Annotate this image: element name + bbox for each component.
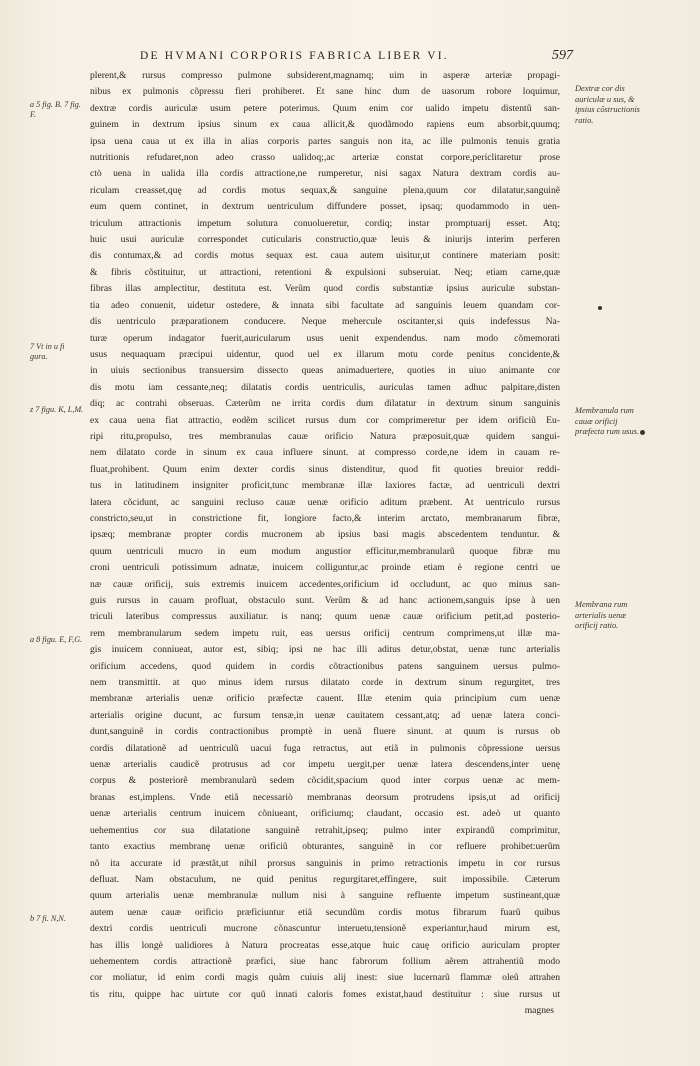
text-line: quum arterialis uenæ membranulæ nullum nisi à sanguine refluente impetum sustineant,quæ <box>90 890 560 902</box>
text-line: plerent,& rursus compresso pulmone subsiderent,magnamq; uim in asperæ arteriæ propagi- <box>90 70 560 81</box>
text-line: nibus ex pulmonis cõpressu fieri prohiberet. Et sane hinc dum de uasorum robore loquimur, <box>90 86 560 98</box>
text-line: cor moliatur, id enim cordi magis quàm cuiuis alij inest: siue lucernarũ flammæ oleũ attrahen <box>90 972 560 984</box>
text-line: nõ ita accurate id præstãt,ut nihil prorsus sanguinis in primo retractionis impetu in cor rursus <box>90 857 560 869</box>
text-line: quum uentriculi mucro in eum modum angustior efficitur,membranularũ quoque fibræ mu <box>90 545 560 557</box>
text-line: tus in latitudinem insigniter proficit,tunc membranæ illæ laxiores factæ, ad uentriculi dextri <box>90 480 560 492</box>
margin-note-left-4: a 8 figu. E, F,G. <box>30 635 83 644</box>
margin-note-right-1: Dextræ cor dis auriculæ u sus, & ipsius cõstructionis ratio. <box>575 84 640 125</box>
text-line: corpus & posteriorẽ membranularũ sedem cõcidit,spacium quod inter corpus uenæ ac mem- <box>90 775 560 787</box>
margin-note-left-5: b 7 fi. N,N. <box>30 914 66 923</box>
text-line: ctò uena in ualida illa cordis attractione,ne rumperetur, nisi sagax Natura dextram cordis au- <box>90 168 560 180</box>
text-line: nutritionis refudaret,non adeo crasso ualidoq;,ac arteriæ constat corpore,periclitaretur prose <box>90 152 560 164</box>
marginal-dot-mark <box>640 430 645 435</box>
margin-note-left-3: z 7 figu. K, L,M. <box>30 405 84 414</box>
text-line: ex caua uena fiat attractio, eodẽm scilicet rursus dum cor comprimeretur per idem orificiũ Eu- <box>90 414 560 426</box>
text-line: tis ritu, quippe hac uirtute cor quũ innati caloris fomes existat,haud destituitur : siue rursus ut <box>90 988 560 1000</box>
text-line: tia adeo conuenit, uidetur ostedere, & innata sibi facultate ad sanguinis leuem quandam cor- <box>90 299 560 311</box>
main-text-block <box>90 68 560 1020</box>
text-line: uenæ arterialis centrum inuicem cõniueant, orificiumq; claudant, occasio est. adeò ut quanto <box>90 808 560 820</box>
text-line: fluat,prohibent. Quum enim dexter cordis sinus distenditur, quod fit quoties breuior reddi- <box>90 463 560 475</box>
text-line: orificium accedens, quod quidem in cordis cõtractionibus patens sanguinem uersus pulmo- <box>90 660 560 672</box>
text-line: gis inuicem conniueat, autor est, sibiq; ipsi ne hac illi aditus detur,obstat, uenæ tunc arterialis <box>90 644 560 656</box>
marginal-dot-mark <box>598 306 602 310</box>
margin-note-left-1: a 5 fig. B. 7 fig. F. <box>30 100 81 119</box>
margin-note-right-3: Membrana rum arterialis uenæ orificij ratio. <box>575 600 628 630</box>
text-line: turæ operum indagator fuerit,auricularum usus uenit expendendus. nam modo cõmemorati <box>90 332 560 344</box>
text-line: branas est,implens. Vnde etiã necessariò membranas deorsum protrudens ipsis,ut ad orificij <box>90 791 560 803</box>
margin-note-right-2: Membranula rum cauæ orificij præfecta rum usus. <box>575 406 639 436</box>
text-line: uehementius cor sua dilatatione sanguinẽ retrahit,ipseq; pulmo inter expirandũ comprimitur, <box>90 824 560 836</box>
text-line: diq; ac contrahi obseruas. Cæterũm ne irrita cordis dum dilatatur in dextrum sinum sanguinis <box>90 398 560 410</box>
text-line: dis contumax,& ad cordis motus sequax est. caua autem uisitur,ut continere materiam posit: <box>90 250 560 262</box>
text-line: uehementem cordis attractionẽ præfici, siue hanc fabrorum follium aẽrem attrahentiũ modo <box>90 955 560 967</box>
text-line: membranæ arterialis uenæ orificio præfectæ cauent. Illæ etenim quia principium cum uenæ <box>90 693 560 705</box>
text-line: næ cauæ orificij, suis extremis inuicem accedentes,orificium id occludunt, ac quo minus san- <box>90 578 560 590</box>
text-line: triculum attractionis impetum solutura conuolueretur, cordiq; instar promptuarij esset. Atq; <box>90 217 560 229</box>
text-line: nem dilatato corde in sinum ex caua influere sinunt. at compresso corde,ne idem in cauam re- <box>90 447 560 459</box>
text-line: guis rursus in cauam profluat, obstaculo sunt. Verũm & ad hanc actionem,sanguis ipse à uen <box>90 595 560 606</box>
text-line: tanto exactius membranę uenæ orificiũ obturantes, sanguinẽ in cor refluere prohibet:uerũm <box>90 841 560 853</box>
text-line: usus nequaquam præcipui uidentur, quod uel ex illarum motu corde penitus concidente,& <box>90 348 560 360</box>
text-line: guinem in dextrum ipsius sinum ex caua allicit,& quodãmodo rapiens eum absorbit,quumq; <box>90 119 560 131</box>
text-line: ipsæq; membranæ propter cordis mucronem ab ipsius basi magis abscedentem tenduntur. & <box>90 529 560 541</box>
text-line: ipsa uena caua ut ex illa in alias corporis partes sanguis non ita, ac ille pulmonis tenuis gratia <box>90 135 560 147</box>
text-line: defluat. Nam obstaculum, ne quid penitus regurgitaret,effingere, suit impossibile. Cæterum <box>90 873 560 885</box>
page-number: 597 <box>552 48 573 63</box>
text-line: dextri cordis uentriculi mucrone cõnascuntur interuetu,tensionẽ experiantur,haud mirum est, <box>90 923 560 935</box>
text-line: cordis dilatationẽ ad uentriculũ uacui fuga retractus, aut etiã in pulmonis cõpressione uersus <box>90 742 560 754</box>
text-line: autem uenæ cauæ orificio præficiuntur etiã secundũm cordis motus fibrarum fuarũ quibus <box>90 906 560 918</box>
text-line: huic usui auriculæ correspondet cuticularis constructio,quæ leuis & iniurijs interim perferen <box>90 234 560 246</box>
text-line: latera cõcidunt, ac sanguini recluso cauæ uenæ orificio aditum præbent. At uentriculo rursus <box>90 496 560 508</box>
running-head: DE HVMANI CORPORIS FABRICA LIBER VI. <box>140 50 449 62</box>
text-line: dunt,sanguinẽ in cordis contractionibus promptè in uenã fluere sinunt. at quum is rursus ob <box>90 726 560 738</box>
text-line: dis motu iam cessante,neq; dilatatis cordis uentriculis, auriculas tamen adhuc palpitare,disten <box>90 381 560 393</box>
text-line: riculam creasset,quę ad cordis motus sequax,& sanguine plena,quum cor dilatatur,sanguinẽ <box>90 184 560 196</box>
text-line: fibras illas amplectitur, destituta est. Verũm quod cordis substantiæ ipsius auriculæ substan- <box>90 283 560 295</box>
text-line: rem membranularum sedem impetu ruit, eas uersus orificij centrum comprimens,ut illæ ma- <box>90 627 560 639</box>
text-line: ripi ritu,propulso, tres membranulas cauæ orificio Natura præposuit,quæ quidem sangui- <box>90 430 560 442</box>
text-line: in uiuis sectionibus transuersim dissecto queas animaduertere, quoties in uiuo animante cor <box>90 365 560 377</box>
text-line: croni uentriculi potissimum adnatæ, inuicem colliguntur,ac proinde etiam è regione centri ue <box>90 562 560 574</box>
text-line: triculi lateribus compressus auxiliatur. is nanq; quum uenæ cauæ orificium petit,ad posterio- <box>90 611 560 623</box>
text-line: dis uentriculo præparationem conducere. Neque mehercule oscitanter,si quis indefessus Na- <box>90 316 560 328</box>
text-line: has illis longè ualidiores à Natura procreatas esse,atque huic cauę orificio auriculam propter <box>90 939 560 951</box>
text-line: arterialis origine ducunt, ac fursum tensæ,in uenæ cauitatem cessant,atq; ad uenæ latera conci- <box>90 709 560 721</box>
text-line: nem transmittit. at quo minus idem rursus dilatato corde in dextrum sinum regurgitet, tres <box>90 677 560 689</box>
text-line: eum quem continet, in dextrum uentriculum diffundere posset, ipsaq; quodammodo in uen- <box>90 201 560 213</box>
text-line: constricto,seu,ut in constrictione fit, longiore facto,& interim arctato, membranarum fibræ, <box>90 512 560 524</box>
text-line: & fibris cõstituitur, ut attractioni, retentioni & expulsioni subseruiat. Neq; etiam carne,quæ <box>90 266 560 278</box>
margin-note-left-2: 7 Vt in u fi gura. <box>30 342 65 361</box>
text-line: magnes <box>524 1005 554 1017</box>
text-line: uenæ arterialis caudicẽ protrusus ad cor impetu uergit,per uenæ latera descendens,inter uenę <box>90 759 560 771</box>
text-line: dextræ cordis auriculæ usum petere poterimus. Quum enim cor ualido impetu distentũ san- <box>90 102 560 114</box>
